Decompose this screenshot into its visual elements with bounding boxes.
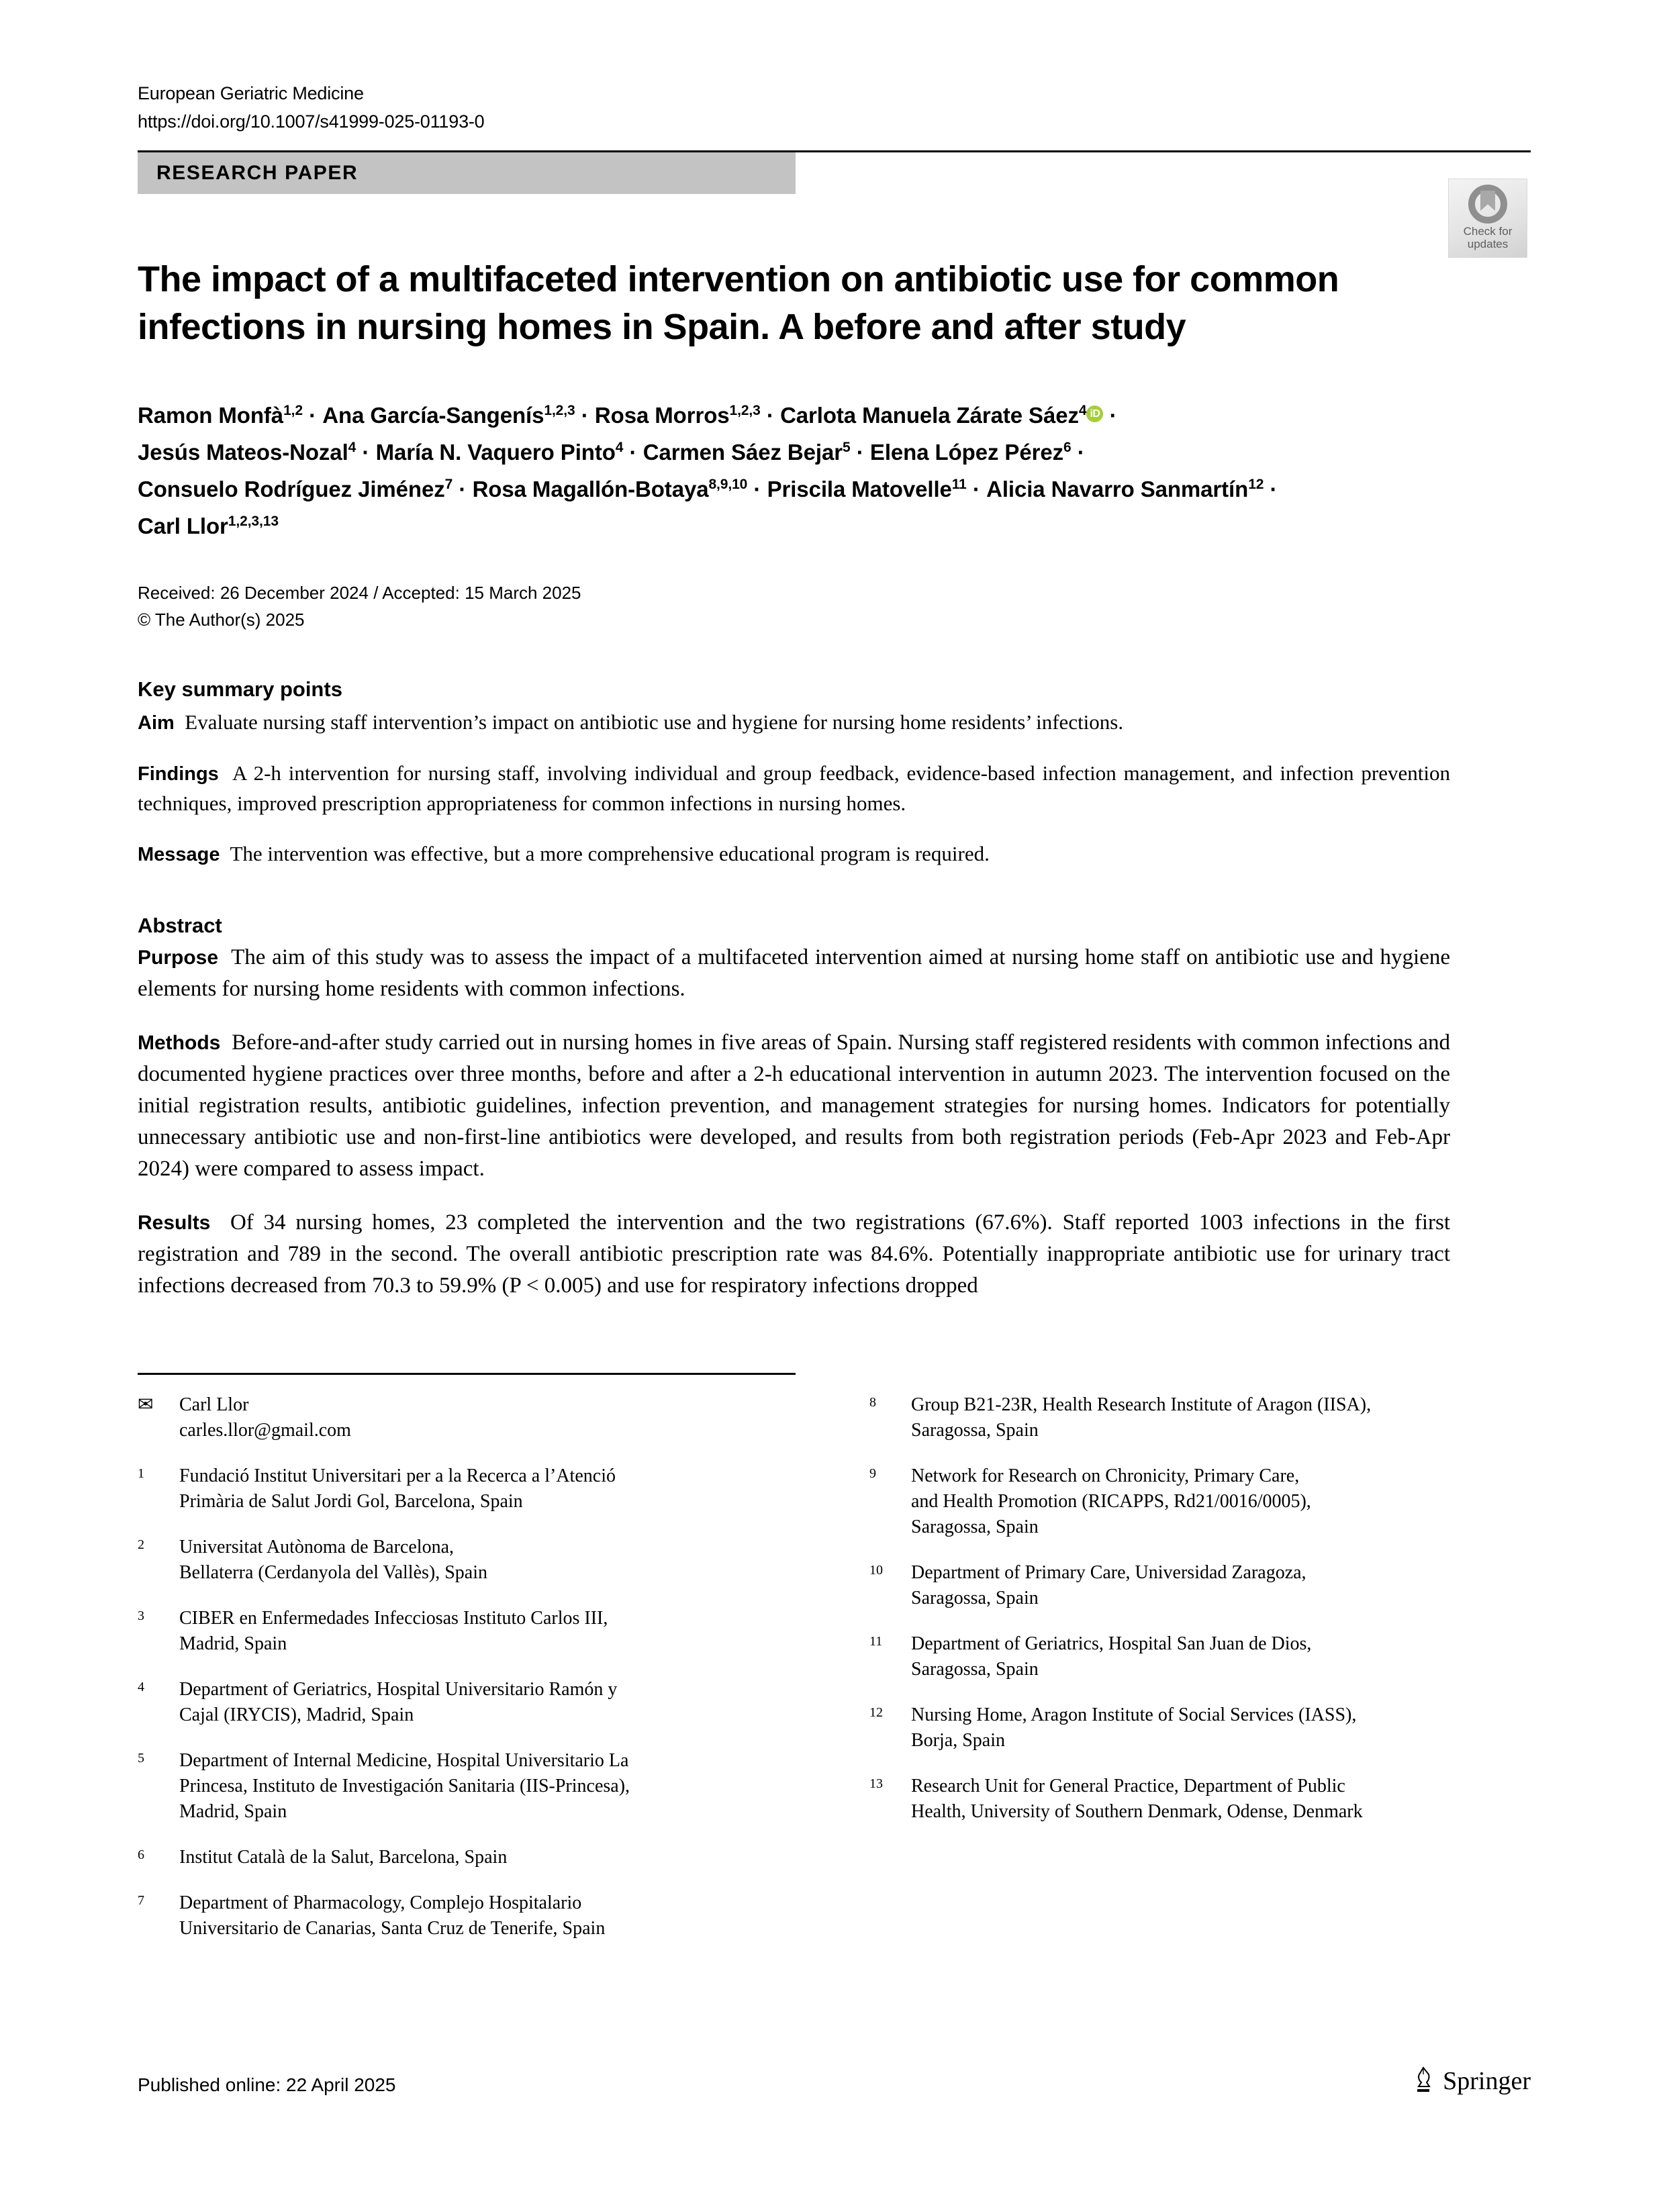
key-summary-text: The intervention was effective, but a more comprehensive educational program is required. xyxy=(230,842,990,865)
affiliation-line: Saragossa, Spain xyxy=(911,1588,1039,1608)
affiliation-line: Fundació Institut Universitari per a la Recerca a l’Atenció xyxy=(179,1465,616,1486)
key-summary-text: Evaluate nursing staff intervention’s impact on antibiotic use and hygiene for nursing home residents’ infections. xyxy=(185,710,1124,734)
author-name: Elena López Pérez xyxy=(869,440,1063,465)
affiliation-line: and Health Promotion (RICAPPS, Rd21/0016/0005), xyxy=(911,1491,1311,1512)
abstract-label: Results xyxy=(138,1212,211,1234)
author-affil-sup: 6 xyxy=(1063,440,1072,455)
author-name: Rosa Morros xyxy=(594,403,730,428)
springer-knight-icon xyxy=(1412,2066,1435,2096)
orcid-icon[interactable]: iD xyxy=(1086,405,1103,422)
author-name: Consuelo Rodríguez Jiménez xyxy=(138,477,445,501)
affiliation-line: Group B21-23R, Health Research Institute of Aragon (IISA), xyxy=(911,1394,1372,1415)
envelope-icon: ✉ xyxy=(138,1394,154,1415)
affiliation-item xyxy=(869,1392,1527,1443)
affiliation-line: Saragossa, Spain xyxy=(911,1659,1039,1680)
page-title: The impact of a multifaceted intervention on antibiotic use for common infections in nursing homes in Spain. A before and after study xyxy=(138,259,1339,347)
author-affil-sup: 1,2,3 xyxy=(544,403,575,418)
affiliation-number: 2 xyxy=(138,1537,144,1552)
author-name: Rosa Magallón-Botaya xyxy=(472,477,709,501)
author-affil-sup: 4 xyxy=(348,440,356,455)
affiliation-line: Department of Geriatrics, Hospital San Juan de Dios, xyxy=(911,1633,1312,1654)
affiliation-item xyxy=(138,1535,796,1586)
springer-logo xyxy=(1412,2066,1531,2096)
author-name: Ana García-Sangenís xyxy=(322,403,544,428)
abstract-item xyxy=(138,942,1450,1005)
author-list xyxy=(138,397,1480,544)
doi-link[interactable]: https://doi.org/10.1007/s41999-025-01193-0 xyxy=(138,111,485,132)
key-summary-item xyxy=(138,759,1450,818)
affiliation-number: 9 xyxy=(869,1466,876,1481)
affiliations-block xyxy=(138,1392,1527,1962)
affiliation-number: 5 xyxy=(138,1751,144,1766)
affiliation-line: Universitat Autònoma de Barcelona, xyxy=(179,1537,454,1557)
affiliation-item xyxy=(869,1560,1527,1611)
key-summary-heading: Key summary points xyxy=(138,677,342,701)
affiliation-number: 3 xyxy=(138,1608,144,1623)
key-summary-text: A 2-h intervention for nursing staff, involving individual and group feedback, evidence-based infection management, and infection prevention techniques, improved prescription appropriateness for common infections in nursing homes. xyxy=(138,761,1450,815)
affiliation-line: Bellaterra (Cerdanyola del Vallès), Spain xyxy=(179,1562,487,1583)
affiliation-line: Saragossa, Spain xyxy=(911,1517,1039,1537)
author-affil-sup: 12 xyxy=(1248,477,1264,492)
affiliation-line: Madrid, Spain xyxy=(179,1633,287,1654)
affiliation-number: 1 xyxy=(138,1466,144,1481)
affiliation-line: Princesa, Instituto de Investigación Sanitaria (IIS-Princesa), xyxy=(179,1776,630,1796)
corresponding-author-name: Carl Llor xyxy=(179,1394,249,1415)
page-footer xyxy=(138,2066,1531,2096)
affiliation-item xyxy=(869,1702,1527,1753)
affiliation-line: Universitario de Canarias, Santa Cruz de Tenerife, Spain xyxy=(179,1918,606,1939)
author-affil-sup: 1,2 xyxy=(283,403,303,418)
copyright-line: © The Author(s) 2025 xyxy=(138,610,305,630)
author-name: María N. Vaquero Pinto xyxy=(375,440,616,465)
affiliation-number: 8 xyxy=(869,1395,876,1410)
affiliation-number: 12 xyxy=(869,1705,883,1720)
received-accepted: Received: 26 December 2024 / Accepted: 15 March 2025 xyxy=(138,583,581,603)
author-line-3: Consuelo Rodríguez Jiménez$^7$ · Rosa Magallón-Botaya$^{8,9,10}$ · Priscila Matovelle$^{11}$ · Alicia Navarro Sanmartín$^{12}$ · xyxy=(138,477,1278,501)
key-summary-item xyxy=(138,839,1450,869)
abstract-label: Purpose xyxy=(138,947,219,969)
abstract-heading: Abstract xyxy=(138,914,222,937)
key-summary-label: Aim xyxy=(138,712,175,734)
key-summary-label: Findings xyxy=(138,763,219,785)
abstract-text: Before-and-after study carried out in nursing homes in five areas of Spain. Nursing staff registered residents with common infections and documented hygiene practices over three months, before and after a 2-h educational intervention in autumn 2023. The intervention focused on the initial registration results, antibiotic guidelines, infection prevention, and management strategies for nursing homes. Indicators for potentially unnecessary antibiotic use and non-first-line antibiotics were developed, and results from both registration periods (Feb-Apr 2023 and Feb-Apr 2024) were compared to assess impact. xyxy=(138,1030,1450,1181)
abstract-item xyxy=(138,1207,1450,1302)
affiliation-line: Institut Català de la Salut, Barcelona, Spain xyxy=(179,1847,508,1868)
author-affil-sup: 11 xyxy=(951,477,967,492)
author-name: Ramon Monfà xyxy=(138,403,284,428)
author-affil-sup: 7 xyxy=(444,477,453,492)
affiliation-line: Network for Research on Chronicity, Primary Care, xyxy=(911,1465,1300,1486)
check-for-updates-badge[interactable] xyxy=(1448,179,1527,258)
crossmark-line-1: Check for xyxy=(1463,225,1513,238)
affiliation-item xyxy=(138,1677,796,1728)
springer-wordmark: Springer xyxy=(1443,2067,1531,2095)
key-summary-item xyxy=(138,708,1450,738)
author-line-2: Jesús Mateos-Nozal$^4$ · María N. Vaquero Pinto$^4$ · Carmen Sáez Bejar$^5$ · Elena López Pérez$^6$ · xyxy=(138,440,1085,465)
affiliation-line: Primària de Salut Jordi Gol, Barcelona, Spain xyxy=(179,1491,523,1512)
affiliations-right-column xyxy=(869,1392,1527,1962)
affiliation-number: 4 xyxy=(138,1680,144,1694)
author-line-1: Ramon Monfà$^{1,2}$ · Ana García-Sangenís$^{1,2,3}$ · Rosa Morros$^{1,2,3}$ · Carlota Manuela Zárate Sáez$^4$ iD · xyxy=(138,403,1117,428)
author-name: Priscila Matovelle xyxy=(767,477,952,501)
article-type-row xyxy=(138,152,1527,194)
affiliation-number: 7 xyxy=(138,1893,144,1908)
author-affil-sup: 1,2,3 xyxy=(729,403,761,418)
affiliation-line: CIBER en Enfermedades Infecciosas Instituto Carlos III, xyxy=(179,1608,608,1629)
affiliation-number: 10 xyxy=(869,1563,883,1578)
correspondence xyxy=(138,1392,796,1443)
corresponding-author-email[interactable]: carles.llor@gmail.com xyxy=(179,1420,351,1441)
key-summary-label: Message xyxy=(138,844,220,865)
affiliation-line: Health, University of Southern Denmark, Odense, Denmark xyxy=(911,1801,1363,1822)
author-affil-sup: 4 xyxy=(1078,403,1087,418)
page-content xyxy=(138,79,1527,1962)
affiliation-line: Cajal (IRYCIS), Madrid, Spain xyxy=(179,1704,414,1725)
affiliation-item xyxy=(138,1890,796,1941)
author-affil-sup: 8,9,10 xyxy=(708,477,748,492)
abstract-text: The aim of this study was to assess the impact of a multifaceted intervention aimed at nursing home staff on antibiotic use and hygiene elements for nursing home residents with common infections. xyxy=(138,945,1450,1001)
author-affil-sup: 4 xyxy=(615,440,624,455)
author-affil-sup: 1,2,3,13 xyxy=(228,514,279,529)
abstract-text: Of 34 nursing homes, 23 completed the intervention and the two registrations (67.6%). Staff reported 1003 infections in the first registration and 789 in the second. The overall antibiotic prescription rate was 84.6%. Potentially inappropriate antibiotic use for urinary tract infections decreased from 70.3 to 59.9% (P < 0.005) and use for respiratory infections dropped xyxy=(138,1210,1450,1298)
abstract-section xyxy=(138,911,1527,1302)
affiliation-item xyxy=(869,1463,1527,1540)
footnote-divider xyxy=(138,1373,796,1375)
affiliation-item xyxy=(138,1463,796,1514)
author-affil-sup: 5 xyxy=(843,440,851,455)
abstract-label: Methods xyxy=(138,1032,221,1054)
affiliation-item xyxy=(138,1748,796,1825)
affiliation-item xyxy=(138,1606,796,1657)
article-type-ribbon xyxy=(138,152,796,194)
affiliation-line: Saragossa, Spain xyxy=(911,1420,1039,1441)
affiliation-line: Department of Primary Care, Universidad Zaragoza, xyxy=(911,1562,1306,1583)
author-name: Jesús Mateos-Nozal xyxy=(138,440,348,465)
affiliation-line: Nursing Home, Aragon Institute of Social Services (IASS), xyxy=(911,1704,1357,1725)
author-name: Carl Llor xyxy=(138,514,228,538)
affiliation-line: Borja, Spain xyxy=(911,1730,1005,1751)
affiliation-number: 11 xyxy=(869,1634,883,1649)
affiliation-number: 13 xyxy=(869,1776,883,1791)
article-type-label: RESEARCH PAPER xyxy=(156,162,359,184)
affiliation-number: 6 xyxy=(138,1847,144,1862)
key-summary-section xyxy=(138,675,1527,869)
affiliation-line: Department of Internal Medicine, Hospital Universitario La xyxy=(179,1750,629,1771)
author-name: Alicia Navarro Sanmartín xyxy=(986,477,1249,501)
affiliation-line: Research Unit for General Practice, Department of Public xyxy=(911,1776,1345,1796)
affiliation-line: Department of Pharmacology, Complejo Hospitalario xyxy=(179,1892,582,1913)
author-line-4 xyxy=(138,508,1480,544)
journal-name: European Geriatric Medicine xyxy=(138,83,364,103)
crossmark-icon xyxy=(1468,185,1507,224)
affiliations-left-column xyxy=(138,1392,796,1962)
affiliation-line: Department of Geriatrics, Hospital Universitario Ramón y xyxy=(179,1679,618,1700)
author-name: Carlota Manuela Zárate Sáez xyxy=(780,403,1079,428)
published-online: Published online: 22 April 2025 xyxy=(138,2074,396,2095)
author-name: Carmen Sáez Bejar xyxy=(643,440,843,465)
affiliation-item xyxy=(138,1845,796,1870)
affiliation-line: Madrid, Spain xyxy=(179,1801,287,1822)
abstract-item xyxy=(138,1027,1450,1185)
crossmark-line-2: updates xyxy=(1467,238,1509,250)
affiliation-item xyxy=(869,1774,1527,1825)
publication-dates xyxy=(138,579,1527,633)
affiliation-item xyxy=(869,1631,1527,1682)
